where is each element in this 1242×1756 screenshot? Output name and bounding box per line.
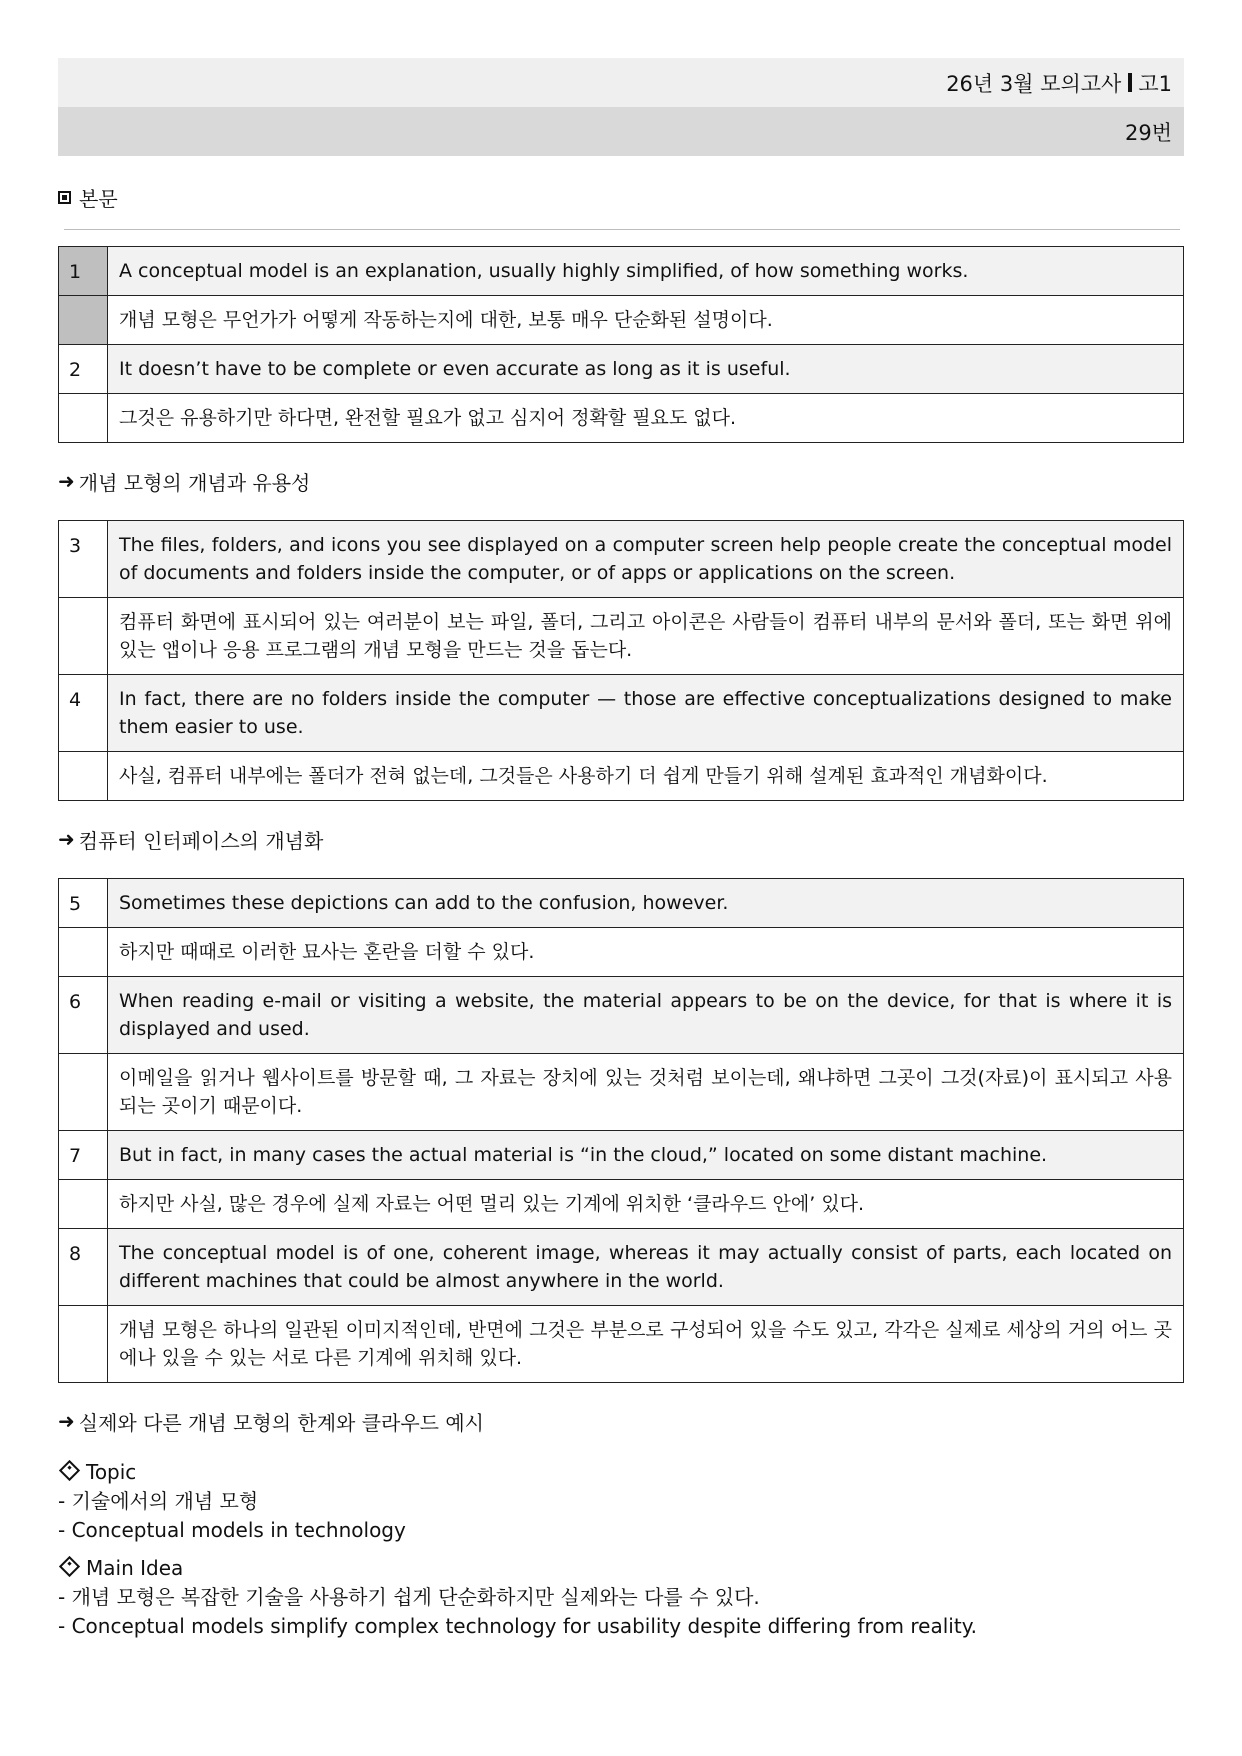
table-row [59, 1306, 1184, 1383]
main-idea-line-en: - Conceptual models simplify complex technology for usability despite differing from reality. [58, 1614, 978, 1638]
english-sentence: Sometimes these depictions can add to the confusion, however. [108, 879, 1184, 928]
sentence-number: 1 [59, 247, 108, 296]
table-row [59, 1054, 1184, 1131]
english-sentence: The conceptual model is of one, coherent image, whereas it may actually consist of parts, each located on different machines that could be almost anywhere in the world. [108, 1229, 1184, 1306]
table-row [59, 879, 1184, 928]
korean-translation: 하지만 때때로 이러한 묘사는 혼란을 더할 수 있다. [108, 928, 1184, 977]
exam-title: 26년 3월 모의고사 [946, 71, 1122, 96]
english-sentence: It doesn’t have to be complete or even accurate as long as it is useful. [108, 345, 1184, 394]
korean-translation: 이메일을 읽거나 웹사이트를 방문할 때, 그 자료는 장치에 있는 것처럼 보이는데, 왜냐하면 그곳이 그것(자료)이 표시되고 사용되는 곳이기 때문이다. [108, 1054, 1184, 1131]
number-cell-empty [59, 296, 108, 345]
number-cell-empty [59, 1054, 108, 1131]
sentence-number: 2 [59, 345, 108, 394]
topic-line-ko: - 기술에서의 개념 모형 [58, 1489, 259, 1513]
number-cell-empty [59, 752, 108, 801]
summary-text: 컴퓨터 인터페이스의 개념화 [78, 828, 324, 853]
question-number: 29번 [1124, 120, 1172, 145]
main-idea-title: Main Idea [86, 1556, 184, 1580]
sentence-table [58, 878, 1184, 1383]
paragraph-summary [58, 1406, 1184, 1436]
paragraph-summary [58, 466, 1184, 496]
diamond-bullet-icon [59, 1556, 80, 1577]
header-exam-bar [58, 58, 1184, 107]
table-row [59, 1131, 1184, 1180]
sentence-number: 8 [59, 1229, 108, 1306]
table-row [59, 675, 1184, 752]
worksheet-page [58, 58, 1184, 1641]
korean-translation: 그것은 유용하기만 하다면, 완전할 필요가 없고 심지어 정확할 필요도 없다. [108, 394, 1184, 443]
table-row [59, 1229, 1184, 1306]
sentence-number: 4 [59, 675, 108, 752]
korean-translation: 컴퓨터 화면에 표시되어 있는 여러분이 보는 파일, 폴더, 그리고 아이콘은 사람들이 컴퓨터 내부의 문서와 폴더, 또는 화면 위에 있는 앱이나 응용 프로그램의 개념 모형을 만드는 것을 돕는다. [108, 598, 1184, 675]
number-cell-empty [59, 1180, 108, 1229]
section-title-text: 본문 [79, 186, 118, 211]
table-row [59, 247, 1184, 296]
right-arrow-icon: ➜ [58, 827, 75, 851]
sentence-number: 7 [59, 1131, 108, 1180]
main-idea-line-ko: - 개념 모형은 복잡한 기술을 사용하기 쉽게 단순화하지만 실제와는 다를 수 있다. [58, 1585, 760, 1609]
divider [64, 229, 1180, 230]
grade-label: 고1 [1138, 71, 1172, 96]
sentence-number: 5 [59, 879, 108, 928]
korean-translation: 하지만 사실, 많은 경우에 실제 자료는 어떤 멀리 있는 기계에 위치한 ‘클라우드 안에’ 있다. [108, 1180, 1184, 1229]
english-sentence: A conceptual model is an explanation, usually highly simplified, of how something works. [108, 247, 1184, 296]
sentence-number: 6 [59, 977, 108, 1054]
table-row [59, 521, 1184, 598]
table-row [59, 598, 1184, 675]
table-row [59, 394, 1184, 443]
paragraph-summary [58, 824, 1184, 854]
summary-text: 개념 모형의 개념과 유용성 [78, 470, 311, 495]
main-idea-block [58, 1554, 1184, 1641]
sentence-table [58, 520, 1184, 801]
english-sentence: In fact, there are no folders inside the computer — those are effective conceptualizations designed to make them easier to use. [108, 675, 1184, 752]
english-sentence: The files, folders, and icons you see displayed on a computer screen help people create the conceptual model of documents and folders inside the computer, or of apps or applications on the screen. [108, 521, 1184, 598]
korean-translation: 사실, 컴퓨터 내부에는 폴더가 전혀 없는데, 그것들은 사용하기 더 쉽게 만들기 위해 설계된 효과적인 개념화이다. [108, 752, 1184, 801]
main-idea-heading [58, 1554, 1184, 1583]
topic-title: Topic [86, 1460, 137, 1484]
number-cell-empty [59, 1306, 108, 1383]
table-row [59, 296, 1184, 345]
english-sentence: When reading e-mail or visiting a website, the material appears to be on the device, for that is where it is displayed and used. [108, 977, 1184, 1054]
number-cell-empty [59, 394, 108, 443]
number-cell-empty [59, 928, 108, 977]
right-arrow-icon: ➜ [58, 1409, 75, 1433]
korean-translation: 개념 모형은 하나의 일관된 이미지적인데, 반면에 그것은 부분으로 구성되어 있을 수도 있고, 각각은 실제로 세상의 거의 어느 곳에나 있을 수 있는 서로 다른 기계에 위치해 있다. [108, 1306, 1184, 1383]
topic-block [58, 1458, 1184, 1545]
number-cell-empty [59, 598, 108, 675]
header-question-bar [58, 107, 1184, 156]
english-sentence: But in fact, in many cases the actual material is “in the cloud,” located on some distant machine. [108, 1131, 1184, 1180]
table-row [59, 752, 1184, 801]
table-row [59, 345, 1184, 394]
table-row [59, 1180, 1184, 1229]
topic-heading [58, 1458, 1184, 1487]
table-row [59, 977, 1184, 1054]
diamond-bullet-icon [59, 1460, 80, 1481]
square-bullet-icon [58, 191, 71, 204]
section-heading [58, 182, 1184, 212]
table-row [59, 928, 1184, 977]
sentence-number: 3 [59, 521, 108, 598]
separator-bar-icon [1128, 73, 1132, 92]
summary-text: 실제와 다른 개념 모형의 한계와 클라우드 예시 [78, 1410, 484, 1435]
right-arrow-icon: ➜ [58, 469, 75, 493]
korean-translation: 개념 모형은 무언가가 어떻게 작동하는지에 대한, 보통 매우 단순화된 설명이다. [108, 296, 1184, 345]
sentence-table [58, 246, 1184, 443]
topic-line-en: - Conceptual models in technology [58, 1518, 406, 1542]
